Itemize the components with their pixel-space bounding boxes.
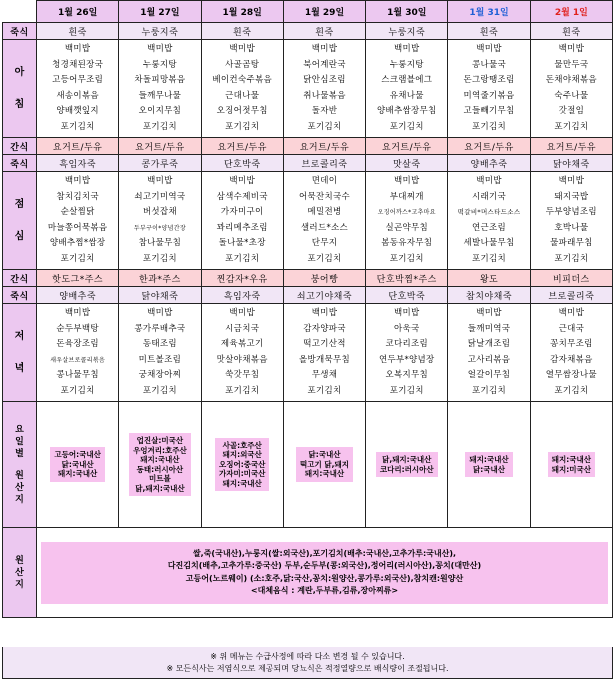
row-label: 죽식 bbox=[3, 287, 37, 304]
origin-line: 닭,돼지:국내산 bbox=[135, 483, 185, 493]
menu-item: 유채나물 bbox=[389, 90, 424, 101]
menu-item: 양배깻잎지 bbox=[56, 106, 99, 116]
breakfast-fri bbox=[366, 40, 448, 138]
snack-item: 한과*주스 bbox=[119, 270, 201, 287]
menu-item: 물파래무침 bbox=[550, 238, 593, 248]
menu-item: 포기김치 bbox=[142, 253, 177, 264]
label-char: 점 bbox=[14, 198, 25, 210]
menu-item: 시금치국 bbox=[225, 323, 260, 334]
menu-item: 미트볼조림 bbox=[138, 354, 182, 365]
menu-item: 백미밥 bbox=[229, 44, 255, 54]
menu-item: 참치김치국 bbox=[56, 191, 99, 202]
lunch-row bbox=[3, 172, 613, 270]
menu-item: 꽁치무조림 bbox=[550, 339, 593, 349]
menu-item: 두부구이*양념간장 bbox=[133, 224, 186, 232]
menu-item: 포기김치 bbox=[554, 121, 589, 132]
porridge-item: 브로콜리죽 bbox=[530, 287, 612, 304]
menu-item: 포기김치 bbox=[307, 121, 342, 132]
menu-item: 봄동유자무침 bbox=[381, 238, 433, 248]
menu-item: 호박나물 bbox=[554, 222, 589, 233]
menu-item: 순살찜닭 bbox=[60, 207, 95, 217]
menu-item: 포기김치 bbox=[554, 253, 589, 264]
label-char: 원 bbox=[15, 470, 24, 481]
menu-item: 오복지무침 bbox=[385, 370, 429, 380]
note-line: ※ 위 메뉴는 수급사정에 따라 다소 변경 될 수 있습니다. bbox=[210, 652, 405, 661]
menu-item: 돈채야채볶음 bbox=[545, 75, 597, 85]
menu-item: 버섯잡채 bbox=[142, 207, 177, 217]
header-corner bbox=[3, 1, 37, 23]
porridge-item: 맛살죽 bbox=[366, 155, 448, 172]
menu-item: 포기김치 bbox=[307, 253, 342, 264]
menu-item: 백미밥 bbox=[64, 308, 91, 318]
breakfast-sun bbox=[530, 40, 612, 138]
menu-item: 콩가루배추국 bbox=[134, 323, 186, 334]
general-origin-label bbox=[3, 528, 37, 618]
label-char: 녁 bbox=[14, 362, 25, 374]
snack-item: 요거트/두유 bbox=[201, 138, 283, 155]
origin-line: 돼지:국내산 bbox=[58, 469, 98, 479]
porridge-item: 흰죽 bbox=[283, 23, 365, 40]
label-char: 요 bbox=[15, 424, 24, 435]
menu-item: 근대나물 bbox=[225, 90, 260, 101]
date-sat: 1월 31일 bbox=[448, 1, 530, 23]
porridge-item: 양배추죽 bbox=[37, 287, 119, 304]
menu-item: 백미밥 bbox=[147, 176, 173, 186]
dinner-sat bbox=[448, 304, 530, 402]
menu-item: 백미밥 bbox=[229, 176, 255, 186]
note-line: ※ 모든식사는 저염식으로 제공되며 당뇨식은 적정열량으로 배식량이 조절됩니다. bbox=[166, 664, 449, 673]
snack1-row bbox=[3, 138, 613, 155]
porridge-item: 흰죽 bbox=[201, 23, 283, 40]
porridge-item: 단호박죽 bbox=[366, 287, 448, 304]
origin-sat bbox=[448, 402, 530, 528]
menu-item: 새송이볶음 bbox=[56, 90, 99, 101]
menu-item: 가자미구이 bbox=[220, 207, 264, 217]
menu-item: 숙주나물 bbox=[554, 90, 589, 101]
menu-item: 돌나물*초장 bbox=[218, 238, 266, 248]
menu-item: 북어계란국 bbox=[303, 59, 346, 70]
menu-item: 백미밥 bbox=[229, 308, 255, 318]
lunch-thu bbox=[283, 172, 365, 270]
menu-item: 양배추찜*쌈장 bbox=[49, 238, 106, 248]
menu-item: 물만두국 bbox=[554, 59, 589, 70]
row-label: 죽식 bbox=[3, 155, 37, 172]
porridge-item: 흰죽 bbox=[530, 23, 612, 40]
menu-item: 포기김치 bbox=[142, 121, 177, 132]
dinner-wed bbox=[201, 304, 283, 402]
breakfast-label bbox=[3, 40, 37, 138]
origin-box bbox=[129, 433, 191, 496]
origin-box bbox=[215, 438, 269, 492]
menu-item: 부대찌개 bbox=[389, 191, 424, 202]
row-label: 죽식 bbox=[3, 23, 37, 40]
label-char: 산 bbox=[15, 567, 24, 578]
date-tue: 1월 27일 bbox=[119, 1, 201, 23]
menu-item: 쇠고기미역국 bbox=[134, 191, 186, 202]
row-label: 간식 bbox=[3, 270, 37, 287]
lunch-sat bbox=[448, 172, 530, 270]
dinner-sun bbox=[530, 304, 612, 402]
label-char: 지 bbox=[15, 494, 24, 505]
row-label: 간식 bbox=[3, 138, 37, 155]
lunch-fri bbox=[366, 172, 448, 270]
date-header-row bbox=[3, 1, 613, 23]
menu-item: 쑥갓무침 bbox=[225, 370, 260, 380]
menu-item: 제육볶고기 bbox=[220, 339, 264, 349]
menu-item: 백미밥 bbox=[311, 308, 338, 318]
menu-item: 들깨미역국 bbox=[467, 323, 511, 334]
origin-line: 닭,돼지:국내산 bbox=[382, 455, 432, 464]
menu-item: 떡갈비*머스타드소스 bbox=[457, 208, 521, 216]
lunch-wed bbox=[201, 172, 283, 270]
snack-item: 왕도 bbox=[448, 270, 530, 287]
origin-box bbox=[465, 452, 512, 477]
origin-tue bbox=[119, 402, 201, 528]
snack-item: 요거트/두유 bbox=[530, 138, 612, 155]
morning-porridge-row bbox=[3, 23, 613, 40]
menu-item: 백미밥 bbox=[476, 176, 502, 186]
menu-item: 콩나물국 bbox=[472, 59, 507, 70]
date-sun: 2월 1일 bbox=[530, 1, 612, 23]
menu-item: 누룽지탕 bbox=[142, 59, 177, 70]
menu-item: 오이지무침 bbox=[138, 106, 182, 116]
origin-line: 돼지:국내산 bbox=[304, 469, 345, 479]
menu-item: 코다리조림 bbox=[385, 339, 429, 349]
footer-notes bbox=[2, 647, 613, 679]
origin-line: 쌀,죽(국내산),누룽지(쌀:외국산),포기김치(배추:국내산,고추가루:국내산), bbox=[192, 548, 457, 558]
lunch-tue bbox=[119, 172, 201, 270]
porridge-item: 흑임자죽 bbox=[201, 287, 283, 304]
general-origin-cell bbox=[37, 528, 613, 618]
menu-item: 고들빼기무침 bbox=[463, 106, 515, 116]
menu-item: 베이컨숙주볶음 bbox=[212, 75, 272, 85]
menu-item: 아욱국 bbox=[393, 323, 420, 334]
origin-line: 사골:호주산 bbox=[222, 440, 262, 450]
menu-table bbox=[2, 0, 613, 618]
porridge-item: 브로콜리죽 bbox=[283, 155, 365, 172]
origin-line: 닭:국내산 bbox=[308, 450, 341, 460]
menu-item: 시래기국 bbox=[472, 191, 507, 202]
general-origin-row bbox=[3, 528, 613, 618]
menu-item: 떡고기산적 bbox=[303, 339, 346, 349]
menu-item: 오징어까스*고추마요 bbox=[377, 209, 436, 216]
snack2-row bbox=[3, 270, 613, 287]
dinner-thu bbox=[283, 304, 365, 402]
origin-line: <대체음식 : 계란,두부류,김류,장아찌류> bbox=[250, 586, 399, 595]
origin-line: 다진김치(배추,고추가루:중국산) 두부,순두부(콩:외국산),정어리(러시아산),꽁치(대만산) bbox=[167, 561, 482, 570]
label-char: 산 bbox=[15, 482, 24, 493]
origin-line: 업진살:미국산 bbox=[136, 436, 184, 445]
date-mon: 1월 26일 bbox=[37, 1, 119, 23]
general-origin-box bbox=[41, 542, 608, 604]
origin-line: 돼지:국내산 bbox=[222, 478, 262, 488]
menu-item: 백미밥 bbox=[64, 44, 91, 54]
menu-item: 포기김치 bbox=[60, 385, 95, 396]
menu-item: 동태조림 bbox=[142, 339, 177, 349]
label-char: 별 bbox=[15, 448, 24, 459]
menu-item: 스크램블에그 bbox=[381, 75, 433, 85]
menu-item: 포기김치 bbox=[389, 253, 424, 264]
menu-item: 삼색수제비국 bbox=[216, 191, 268, 202]
snack-item: 붕어빵 bbox=[283, 270, 365, 287]
origin-fri bbox=[366, 402, 448, 528]
dinner-row bbox=[3, 304, 613, 402]
menu-item: 돼지국밥 bbox=[554, 191, 589, 202]
menu-item: 감자양파국 bbox=[303, 323, 346, 334]
snack-item: 요거트/두유 bbox=[448, 138, 530, 155]
menu-item: 미역줄기볶음 bbox=[463, 90, 515, 101]
origin-line: 돼지:미국산 bbox=[551, 464, 591, 474]
lunch-label bbox=[3, 172, 37, 270]
origin-line: 미트볼 bbox=[149, 474, 171, 483]
menu-item: 포기김치 bbox=[389, 121, 424, 132]
menu-item: 백미밥 bbox=[476, 308, 502, 318]
menu-item: 면데이 bbox=[311, 176, 338, 186]
menu-item: 메밀전병 bbox=[307, 207, 342, 217]
menu-item: 포기김치 bbox=[472, 385, 507, 396]
menu-item: 백미밥 bbox=[558, 44, 585, 54]
breakfast-tue bbox=[119, 40, 201, 138]
origin-line: 코다리:러시아산 bbox=[379, 464, 434, 474]
menu-item: 포기김치 bbox=[472, 253, 507, 264]
date-wed: 1월 28일 bbox=[201, 1, 283, 23]
menu-item: 고등어무조림 bbox=[52, 75, 104, 85]
menu-item: 두부양념조림 bbox=[545, 207, 597, 217]
origin-thu bbox=[283, 402, 365, 528]
origin-line: 동태:러시아산 bbox=[136, 464, 184, 474]
porridge-item: 누룽지죽 bbox=[119, 23, 201, 40]
porridge-item: 콩가루죽 bbox=[119, 155, 201, 172]
weekly-menu bbox=[2, 0, 613, 618]
menu-item: 포기김치 bbox=[225, 385, 260, 396]
menu-item: 연두부*양념장 bbox=[378, 354, 435, 365]
porridge-item: 흑임자죽 bbox=[37, 155, 119, 172]
menu-item: 순두부백탕 bbox=[56, 323, 99, 334]
origin-line: 돼지:국내산 bbox=[469, 455, 509, 464]
porridge-item: 단호박죽 bbox=[201, 155, 283, 172]
origin-box bbox=[296, 447, 353, 482]
porridge-item: 닭야채죽 bbox=[530, 155, 612, 172]
menu-item: 포기김치 bbox=[225, 121, 260, 132]
origin-line: 돼지:외국산 bbox=[222, 450, 262, 460]
menu-item: 누룽지탕 bbox=[389, 59, 424, 70]
dinner-fri bbox=[366, 304, 448, 402]
menu-item: 백미밥 bbox=[147, 44, 173, 54]
menu-item: 포기김치 bbox=[60, 121, 95, 132]
menu-item: 열무쌈장나물 bbox=[545, 370, 597, 380]
origin-line: 오징어:중국산 bbox=[218, 459, 266, 469]
menu-item: 들깨무나물 bbox=[138, 90, 182, 101]
origin-line: 닭:국내산 bbox=[473, 464, 506, 474]
menu-item: 실곤약무침 bbox=[385, 222, 429, 233]
breakfast-wed bbox=[201, 40, 283, 138]
menu-item: 백미밥 bbox=[476, 44, 502, 54]
menu-item: 청경채된장국 bbox=[52, 59, 104, 70]
menu-item: 포기김치 bbox=[225, 253, 260, 264]
porridge-item: 양배추죽 bbox=[448, 155, 530, 172]
snack-item: 비피더스 bbox=[530, 270, 612, 287]
menu-item: 포기김치 bbox=[554, 385, 589, 396]
menu-item: 백미밥 bbox=[393, 176, 420, 186]
menu-item: 단무지 bbox=[311, 238, 338, 248]
dinner-porridge-row bbox=[3, 287, 613, 304]
menu-item: 어묵잔치국수 bbox=[298, 191, 351, 202]
porridge-item: 흰죽 bbox=[37, 23, 119, 40]
menu-item: 백미밥 bbox=[393, 44, 420, 54]
snack-item: 요거트/두유 bbox=[366, 138, 448, 155]
breakfast-sat bbox=[448, 40, 530, 138]
snack-item: 찐감자*우유 bbox=[201, 270, 283, 287]
menu-item: 양배추쌈장무침 bbox=[376, 106, 437, 116]
origin-box bbox=[548, 452, 595, 477]
menu-item: 감자채볶음 bbox=[550, 354, 593, 365]
menu-item: 백미밥 bbox=[64, 176, 91, 186]
menu-item: 연근조림 bbox=[472, 222, 507, 233]
menu-item: 닭안심조림 bbox=[303, 75, 346, 85]
menu-item: 포기김치 bbox=[472, 121, 507, 132]
menu-item: 닭날개조림 bbox=[467, 339, 511, 349]
label-char: 심 bbox=[14, 230, 25, 242]
origin-line: 닭:국내산 bbox=[61, 459, 94, 469]
menu-item: 백미밥 bbox=[558, 176, 585, 186]
lunch-porridge-row bbox=[3, 155, 613, 172]
snack-item: 핫도그*주스 bbox=[37, 270, 119, 287]
porridge-item: 흰죽 bbox=[448, 23, 530, 40]
menu-item: 고사리볶음 bbox=[467, 354, 511, 365]
origin-box bbox=[376, 452, 438, 477]
menu-item: 사골곰탕 bbox=[225, 59, 260, 70]
origin-line: 우엉겨리:호주산 bbox=[133, 445, 187, 455]
label-char: 아 bbox=[14, 66, 25, 78]
menu-item: 갓절임 bbox=[558, 106, 585, 116]
porridge-item: 쇠고기야채죽 bbox=[283, 287, 365, 304]
menu-item: 콩나물무침 bbox=[56, 370, 99, 380]
origin-line: 떡고기 닭,돼지 bbox=[300, 459, 349, 469]
menu-item: 취나물볶음 bbox=[303, 90, 346, 101]
daily-origin-row bbox=[3, 402, 613, 528]
date-thu: 1월 29일 bbox=[283, 1, 365, 23]
menu-item: 마늘쫑어묵볶음 bbox=[47, 222, 108, 233]
menu-item: 맛살야채볶음 bbox=[216, 354, 268, 365]
label-char: 저 bbox=[14, 330, 25, 342]
origin-line: 돼지:국내산 bbox=[140, 455, 180, 464]
origin-box bbox=[50, 447, 104, 482]
origin-mon bbox=[37, 402, 119, 528]
menu-item: 올방개묵무침 bbox=[298, 354, 351, 365]
lunch-mon bbox=[37, 172, 119, 270]
origin-sun bbox=[530, 402, 612, 528]
snack-item: 요거트/두유 bbox=[119, 138, 201, 155]
menu-item: 백미밥 bbox=[558, 308, 585, 318]
lunch-sun bbox=[530, 172, 612, 270]
menu-item: 포기김치 bbox=[60, 253, 95, 264]
menu-item: 포기김치 bbox=[307, 385, 342, 396]
menu-item: 근대국 bbox=[558, 323, 585, 334]
snack-item: 요거트/두유 bbox=[283, 138, 365, 155]
dinner-label bbox=[3, 304, 37, 402]
origin-wed bbox=[201, 402, 283, 528]
menu-item: 돈육장조림 bbox=[56, 339, 99, 349]
breakfast-row bbox=[3, 40, 613, 138]
menu-item: 세발나물무침 bbox=[463, 238, 515, 248]
menu-item: 무생채 bbox=[311, 370, 338, 380]
dinner-mon bbox=[37, 304, 119, 402]
menu-item: 꽈리메추조림 bbox=[216, 222, 268, 233]
snack-item: 단호박찜*주스 bbox=[366, 270, 448, 287]
origin-line: 고등어(노르웨이) (소:호주,닭:국산,꽁치:원양산,콩가루:외국산),참치캔:원양산 bbox=[185, 573, 464, 583]
daily-origin-label bbox=[3, 402, 37, 528]
menu-item: 백미밥 bbox=[147, 308, 173, 318]
breakfast-mon bbox=[37, 40, 119, 138]
label-char: 침 bbox=[14, 98, 25, 110]
menu-item: 궁채장아찌 bbox=[138, 370, 182, 380]
snack-item: 요거트/두유 bbox=[37, 138, 119, 155]
origin-line: 돼지:국내산 bbox=[551, 455, 591, 464]
porridge-item: 참치야채죽 bbox=[448, 287, 530, 304]
porridge-item: 누룽지죽 bbox=[366, 23, 448, 40]
label-char: 일 bbox=[15, 436, 24, 447]
menu-item: 포기김치 bbox=[142, 385, 177, 396]
menu-item: 오징어젓무침 bbox=[216, 106, 268, 116]
breakfast-thu bbox=[283, 40, 365, 138]
menu-item: 백미밥 bbox=[393, 308, 420, 318]
menu-item: 돈그랑땡조림 bbox=[463, 75, 515, 85]
menu-item: 백미밥 bbox=[311, 44, 338, 54]
date-fri: 1월 30일 bbox=[366, 1, 448, 23]
label-char: 원 bbox=[15, 555, 24, 566]
dinner-tue bbox=[119, 304, 201, 402]
menu-item: 새우살브로콜리볶음 bbox=[50, 356, 106, 364]
menu-item: 포기김치 bbox=[389, 385, 424, 396]
menu-item: 돌자반 bbox=[311, 106, 338, 116]
label-char: 지 bbox=[15, 579, 24, 590]
porridge-item: 닭야채죽 bbox=[119, 287, 201, 304]
menu-item: 참나물무침 bbox=[138, 238, 182, 248]
origin-line: 가자미:미국산 bbox=[218, 469, 266, 479]
origin-line: 고등어:국내산 bbox=[54, 450, 101, 460]
menu-item: 차돌피망볶음 bbox=[134, 75, 186, 85]
menu-item: 샐러드*소스 bbox=[300, 222, 349, 233]
menu-item: 얼갈이무침 bbox=[467, 370, 511, 380]
